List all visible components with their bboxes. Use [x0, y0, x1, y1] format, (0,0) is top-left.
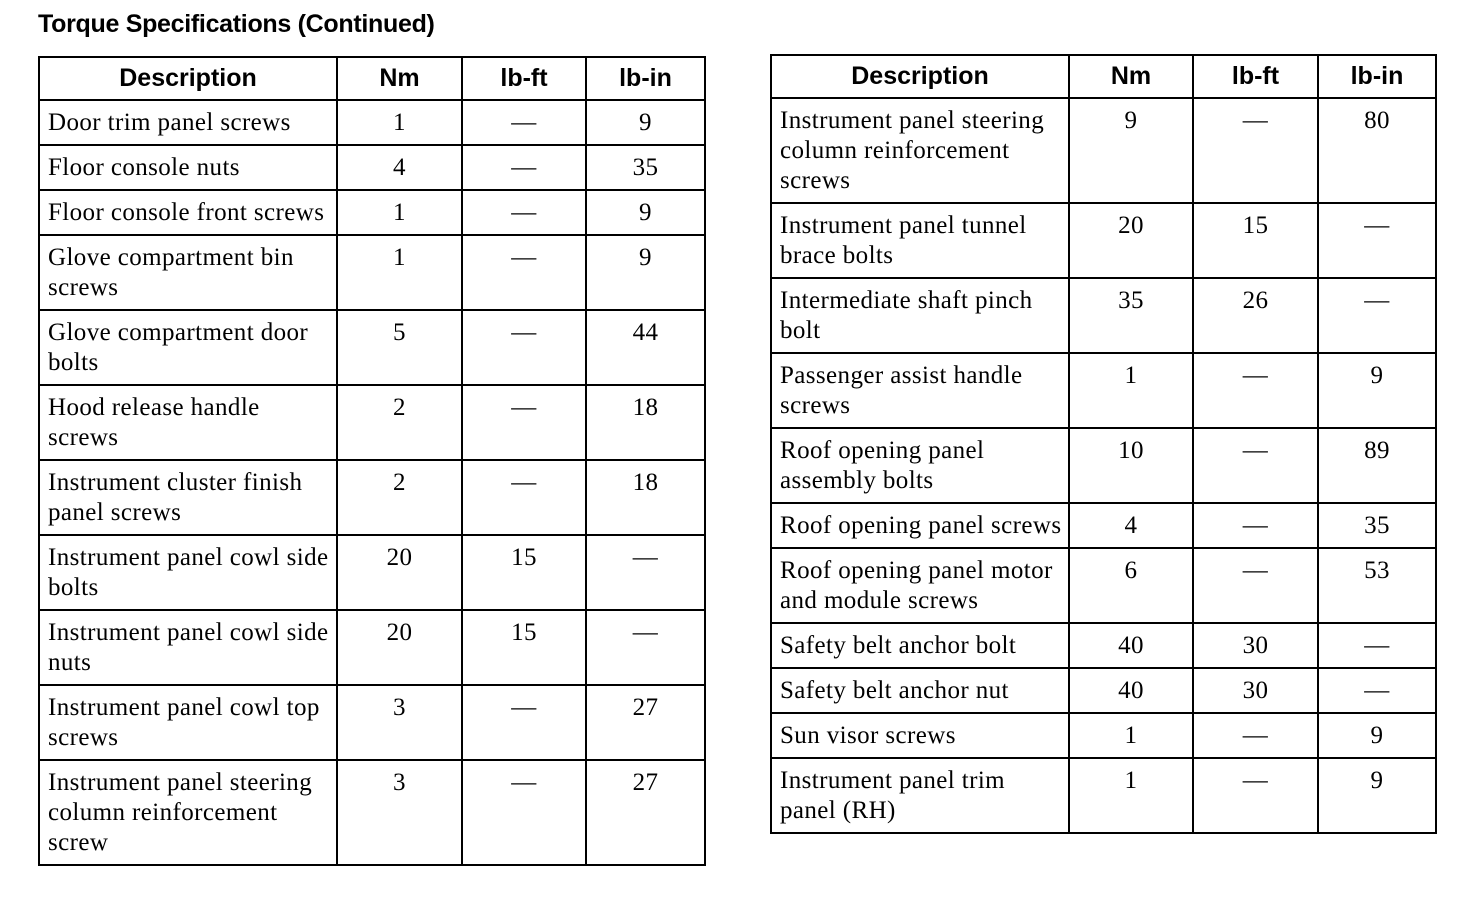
nm-cell: 9 — [1069, 98, 1193, 203]
torque-table-left — [38, 56, 706, 866]
nm-cell: 2 — [337, 460, 462, 535]
description-cell: Instrument panel tunnel brace bolts — [771, 203, 1069, 278]
lb-in-cell: 18 — [586, 385, 705, 460]
header-description: Description — [771, 55, 1069, 98]
lb-ft-cell: 15 — [1193, 203, 1318, 278]
table-row — [39, 310, 705, 385]
lb-ft-cell: — — [462, 145, 586, 190]
description-cell: Glove compartment door bolts — [39, 310, 337, 385]
lb-in-cell: — — [1318, 203, 1436, 278]
lb-ft-cell: — — [1193, 713, 1318, 758]
table-row — [39, 760, 705, 865]
nm-cell: 2 — [337, 385, 462, 460]
lb-in-cell: 44 — [586, 310, 705, 385]
lb-in-cell: — — [1318, 278, 1436, 353]
nm-cell: 40 — [1069, 668, 1193, 713]
description-cell: Safety belt anchor nut — [771, 668, 1069, 713]
table-row — [771, 758, 1436, 833]
description-cell: Instrument panel cowl side bolts — [39, 535, 337, 610]
nm-cell: 1 — [337, 190, 462, 235]
nm-cell: 1 — [337, 100, 462, 145]
lb-in-cell: — — [1318, 668, 1436, 713]
table-row — [39, 145, 705, 190]
nm-cell: 1 — [337, 235, 462, 310]
description-cell: Instrument panel trim panel (RH) — [771, 758, 1069, 833]
description-cell: Intermediate shaft pinch bolt — [771, 278, 1069, 353]
nm-cell: 10 — [1069, 428, 1193, 503]
description-cell: Sun visor screws — [771, 713, 1069, 758]
table-row — [771, 428, 1436, 503]
lb-ft-cell: — — [1193, 503, 1318, 548]
lb-in-cell: 9 — [1318, 713, 1436, 758]
lb-in-cell: 9 — [586, 190, 705, 235]
lb-ft-cell: 15 — [462, 535, 586, 610]
table-row — [39, 685, 705, 760]
lb-in-cell: — — [1318, 623, 1436, 668]
header-lb-in: lb-in — [586, 57, 705, 100]
table-row — [771, 503, 1436, 548]
description-cell: Floor console nuts — [39, 145, 337, 190]
lb-in-cell: 9 — [586, 235, 705, 310]
table-row — [39, 100, 705, 145]
table-row — [39, 235, 705, 310]
nm-cell: 1 — [1069, 713, 1193, 758]
lb-ft-cell: 15 — [462, 610, 586, 685]
lb-in-cell: 35 — [1318, 503, 1436, 548]
nm-cell: 20 — [337, 610, 462, 685]
lb-ft-cell: — — [462, 190, 586, 235]
lb-in-cell: 9 — [586, 100, 705, 145]
table-row — [771, 203, 1436, 278]
lb-in-cell: 53 — [1318, 548, 1436, 623]
nm-cell: 3 — [337, 685, 462, 760]
table-header-row — [771, 55, 1436, 98]
lb-ft-cell: — — [462, 685, 586, 760]
table-row — [39, 610, 705, 685]
lb-in-cell: 9 — [1318, 353, 1436, 428]
lb-ft-cell: — — [462, 385, 586, 460]
lb-in-cell: 89 — [1318, 428, 1436, 503]
nm-cell: 35 — [1069, 278, 1193, 353]
lb-in-cell: 35 — [586, 145, 705, 190]
table-row — [39, 460, 705, 535]
lb-in-cell: 9 — [1318, 758, 1436, 833]
nm-cell: 4 — [337, 145, 462, 190]
table-row — [39, 535, 705, 610]
nm-cell: 40 — [1069, 623, 1193, 668]
lb-ft-cell: 30 — [1193, 623, 1318, 668]
lb-ft-cell: — — [1193, 98, 1318, 203]
header-nm: Nm — [337, 57, 462, 100]
table-row — [771, 713, 1436, 758]
header-description: Description — [39, 57, 337, 100]
lb-in-cell: 27 — [586, 760, 705, 865]
nm-cell: 3 — [337, 760, 462, 865]
table-row — [771, 353, 1436, 428]
header-lb-ft: lb-ft — [1193, 55, 1318, 98]
lb-in-cell: 18 — [586, 460, 705, 535]
description-cell: Instrument panel cowl top screws — [39, 685, 337, 760]
lb-ft-cell: — — [462, 310, 586, 385]
nm-cell: 20 — [337, 535, 462, 610]
table-header-row — [39, 57, 705, 100]
description-cell: Passenger assist handle screws — [771, 353, 1069, 428]
nm-cell: 4 — [1069, 503, 1193, 548]
table-row — [771, 623, 1436, 668]
nm-cell: 1 — [1069, 353, 1193, 428]
lb-ft-cell: — — [1193, 548, 1318, 623]
description-cell: Hood release handle screws — [39, 385, 337, 460]
lb-ft-cell: 26 — [1193, 278, 1318, 353]
header-lb-in: lb-in — [1318, 55, 1436, 98]
lb-ft-cell: — — [1193, 353, 1318, 428]
description-cell: Instrument panel cowl side nuts — [39, 610, 337, 685]
description-cell: Instrument panel steering column reinforcement screw — [39, 760, 337, 865]
lb-ft-cell: — — [462, 100, 586, 145]
lb-ft-cell: — — [462, 760, 586, 865]
description-cell: Floor console front screws — [39, 190, 337, 235]
description-cell: Instrument cluster finish panel screws — [39, 460, 337, 535]
lb-in-cell: — — [586, 610, 705, 685]
lb-in-cell: — — [586, 535, 705, 610]
header-lb-ft: lb-ft — [462, 57, 586, 100]
table-row — [39, 385, 705, 460]
description-cell: Roof opening panel assembly bolts — [771, 428, 1069, 503]
description-cell: Door trim panel screws — [39, 100, 337, 145]
table-row — [771, 668, 1436, 713]
lb-ft-cell: — — [462, 235, 586, 310]
description-cell: Roof opening panel screws — [771, 503, 1069, 548]
nm-cell: 1 — [1069, 758, 1193, 833]
nm-cell: 5 — [337, 310, 462, 385]
lb-in-cell: 27 — [586, 685, 705, 760]
table-row — [771, 98, 1436, 203]
nm-cell: 20 — [1069, 203, 1193, 278]
header-nm: Nm — [1069, 55, 1193, 98]
lb-ft-cell: — — [1193, 758, 1318, 833]
table-row — [39, 190, 705, 235]
lb-in-cell: 80 — [1318, 98, 1436, 203]
description-cell: Safety belt anchor bolt — [771, 623, 1069, 668]
description-cell: Glove compartment bin screws — [39, 235, 337, 310]
torque-table-right — [770, 54, 1437, 834]
nm-cell: 6 — [1069, 548, 1193, 623]
lb-ft-cell: — — [1193, 428, 1318, 503]
description-cell: Roof opening panel motor and module screws — [771, 548, 1069, 623]
lb-ft-cell: — — [462, 460, 586, 535]
table-row — [771, 278, 1436, 353]
lb-ft-cell: 30 — [1193, 668, 1318, 713]
description-cell: Instrument panel steering column reinforcement screws — [771, 98, 1069, 203]
table-row — [771, 548, 1436, 623]
page-title: Torque Specifications (Continued) — [38, 10, 435, 38]
